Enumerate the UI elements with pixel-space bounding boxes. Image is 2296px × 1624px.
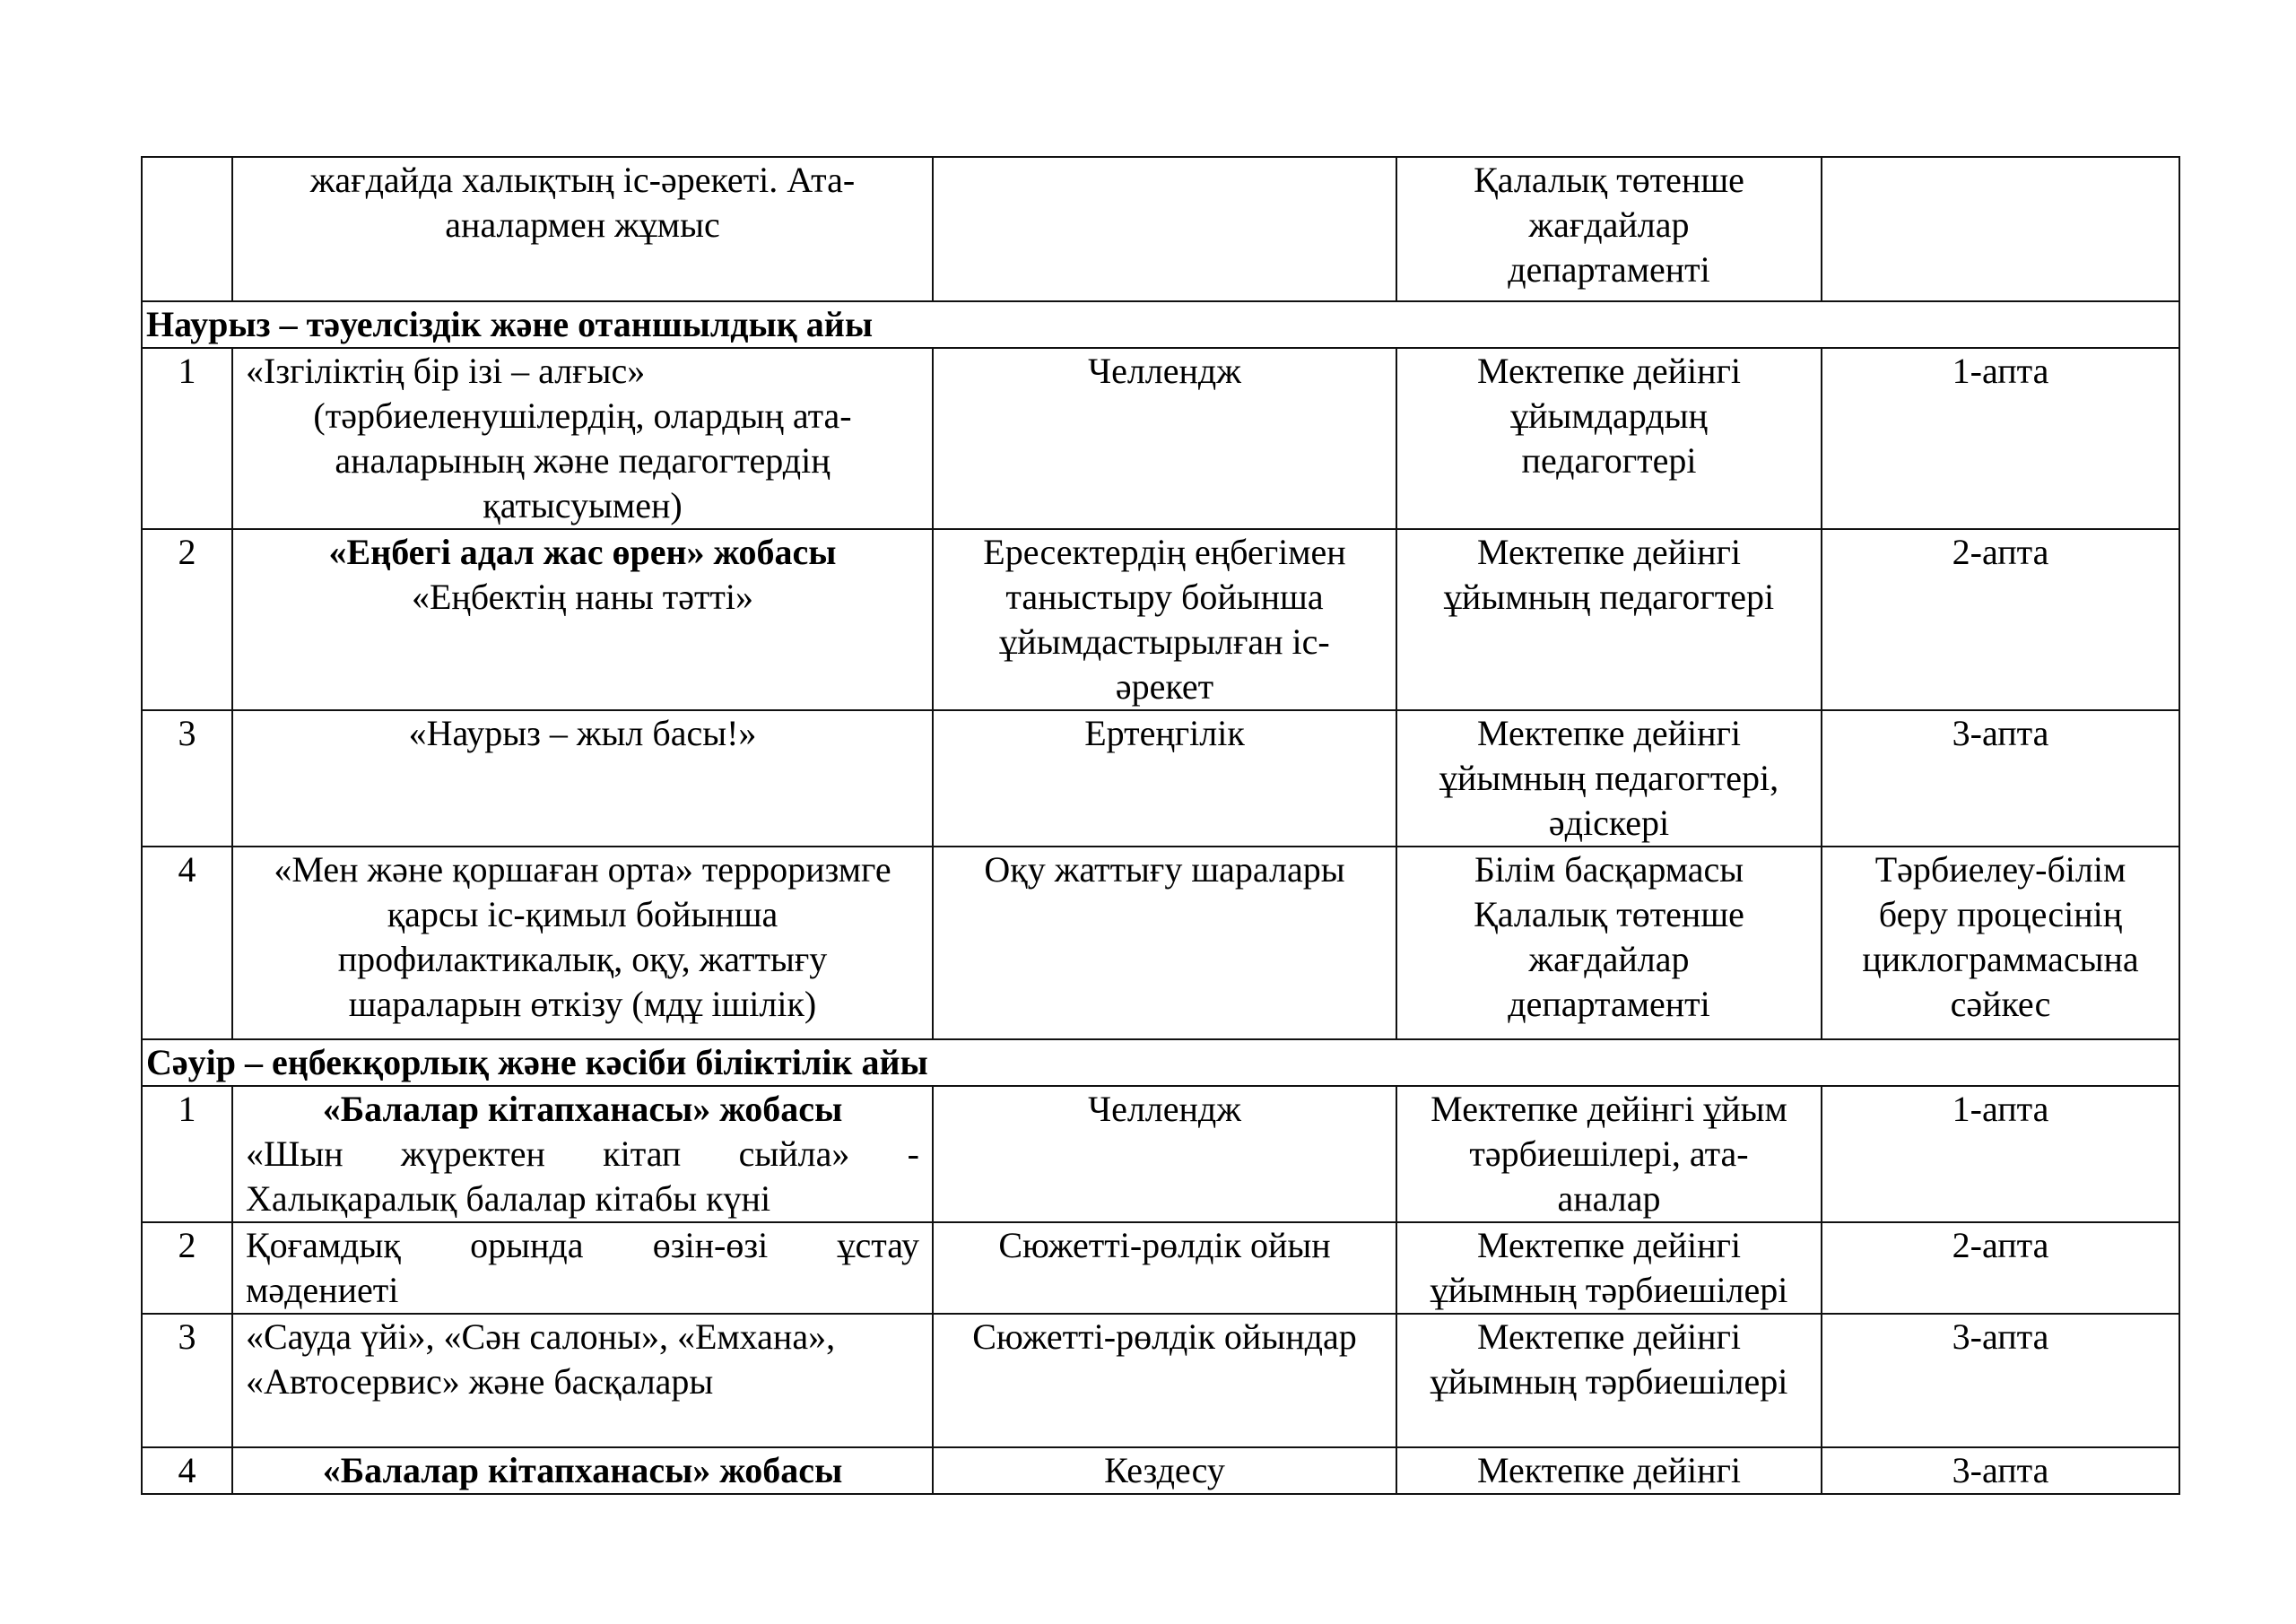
form-text: Сюжетті-рөлдік ойындар xyxy=(972,1316,1357,1357)
event-text: мәдениеті xyxy=(246,1270,399,1310)
deadline-cell xyxy=(1822,529,2179,710)
responsible-text: ұйымның тәрбиешілері xyxy=(1430,1361,1788,1402)
form-text: Кездесу xyxy=(1104,1450,1225,1490)
responsible-text: Мектепке дейінгі ұйым xyxy=(1431,1089,1787,1129)
responsible-text: Мектепке дейінгі xyxy=(1476,1225,1742,1265)
deadline-cell xyxy=(1822,1086,2179,1222)
event-text: профилактикалық, оқу, жаттығу xyxy=(337,939,828,979)
row-number: 2 xyxy=(142,1222,232,1314)
responsible-text: ұйымның тәрбиешілері xyxy=(1430,1270,1788,1310)
deadline-text: 2-апта xyxy=(1952,1225,2049,1265)
responsible-text: Мектепке дейінгі xyxy=(1476,532,1742,572)
responsible-text: Мектепке дейінгі xyxy=(1476,351,1742,391)
form-text: таныстыру бойынша xyxy=(1005,577,1324,617)
event-text: «Мен және қоршаған орта» терроризмге xyxy=(274,849,891,890)
event-text: аналармен жұмыс xyxy=(445,204,720,245)
event-text: «Сауда үйі», «Сән салоны», «Емхана», xyxy=(246,1316,836,1357)
event-cell xyxy=(232,1447,933,1494)
table-row xyxy=(142,157,2179,301)
form-cell xyxy=(933,847,1396,1039)
form-text: Сюжетті-рөлдік ойын xyxy=(998,1225,1331,1265)
responsible-text: әдіскері xyxy=(1548,803,1670,843)
form-text: Ертеңгілік xyxy=(1084,713,1245,753)
events-plan-table xyxy=(141,156,2180,1495)
deadline-text: Тәрбиелеу-білім xyxy=(1874,849,2126,890)
table-row xyxy=(142,710,2179,847)
responsible-text: Мектепке дейінгі xyxy=(1476,1450,1742,1490)
responsible-cell xyxy=(1396,529,1822,710)
form-text: әрекет xyxy=(1115,666,1214,707)
event-text: шараларын өткізу (мдұ ішілік) xyxy=(348,984,817,1024)
month-header-row xyxy=(142,301,2179,348)
form-cell xyxy=(933,348,1396,529)
form-text: Челлендж xyxy=(1088,1089,1241,1129)
table-row xyxy=(142,1086,2179,1222)
event-cell xyxy=(232,1314,933,1447)
deadline-text: 1-апта xyxy=(1952,351,2049,391)
month-header-row xyxy=(142,1039,2179,1086)
form-cell xyxy=(933,1447,1396,1494)
row-number: 4 xyxy=(142,1447,232,1494)
deadline-text: сәйкес xyxy=(1950,984,2051,1024)
event-text: «Шын жүректен кітап сыйла» - xyxy=(246,1133,919,1174)
table-row xyxy=(142,1447,2179,1494)
form-text: ұйымдастырылған іс- xyxy=(999,621,1330,662)
form-text: Оқу жаттығу шаралары xyxy=(984,849,1345,890)
row-number xyxy=(142,157,232,301)
deadline-text: циклограммасына xyxy=(1862,939,2139,979)
deadline-cell xyxy=(1822,847,2179,1039)
event-title: «Ізгіліктің бір ізі – алғыс» xyxy=(246,351,646,391)
deadline-cell xyxy=(1822,710,2179,847)
deadline-cell xyxy=(1822,1222,2179,1314)
form-cell xyxy=(933,1086,1396,1222)
deadline-cell xyxy=(1822,1314,2179,1447)
responsible-cell xyxy=(1396,1086,1822,1222)
deadline-cell xyxy=(1822,1447,2179,1494)
responsible-cell xyxy=(1396,348,1822,529)
row-number: 1 xyxy=(142,1086,232,1222)
month-title: Наурыз – тәуелсіздік және отаншылдық айы xyxy=(142,301,2179,348)
row-number: 3 xyxy=(142,710,232,847)
responsible-text: департаменті xyxy=(1508,249,1710,290)
deadline-cell xyxy=(1822,348,2179,529)
form-cell xyxy=(933,529,1396,710)
deadline-text: 2-апта xyxy=(1952,532,2049,572)
table-row xyxy=(142,529,2179,710)
row-number: 3 xyxy=(142,1314,232,1447)
event-cell xyxy=(232,847,933,1039)
responsible-cell xyxy=(1396,157,1822,301)
deadline-text: 3-апта xyxy=(1952,1316,2049,1357)
event-text: «Наурыз – жыл басы!» xyxy=(408,713,757,753)
table-row xyxy=(142,348,2179,529)
row-number: 4 xyxy=(142,847,232,1039)
event-title: «Еңбегі адал жас өрен» жобасы xyxy=(328,532,837,572)
responsible-text: департаменті xyxy=(1508,984,1710,1024)
event-title: «Балалар кітапханасы» жобасы xyxy=(322,1450,843,1490)
responsible-text: ұйымдардың xyxy=(1510,395,1708,436)
event-cell xyxy=(232,157,933,301)
form-cell xyxy=(933,1222,1396,1314)
deadline-text: 3-апта xyxy=(1952,713,2049,753)
event-text: «Еңбектің наны тәтті» xyxy=(411,577,754,617)
responsible-cell xyxy=(1396,1447,1822,1494)
event-text: аналарының және педагогтердің xyxy=(335,440,831,481)
row-number: 2 xyxy=(142,529,232,710)
form-text: Ересектердің еңбегімен xyxy=(983,532,1346,572)
responsible-text: Қалалық төтенше xyxy=(1474,894,1744,934)
event-text: жағдайда халықтың іс-әрекеті. Ата- xyxy=(309,160,856,200)
event-text: Халықаралық балалар кітабы күні xyxy=(246,1178,771,1219)
responsible-text: тәрбиешілері, ата- xyxy=(1469,1133,1749,1174)
event-text: қатысуымен) xyxy=(483,485,683,525)
month-title: Сәуір – еңбекқорлық және кәсіби біліктілік айы xyxy=(142,1039,2179,1086)
row-number: 1 xyxy=(142,348,232,529)
event-cell xyxy=(232,529,933,710)
responsible-text: жағдайлар xyxy=(1528,939,1690,979)
event-cell xyxy=(232,1086,933,1222)
event-text: «Автосервис» және басқалары xyxy=(246,1361,714,1402)
deadline-text: беру процесінің xyxy=(1878,894,2123,934)
event-cell xyxy=(232,1222,933,1314)
table-row xyxy=(142,1222,2179,1314)
deadline-text: 1-апта xyxy=(1952,1089,2049,1129)
form-cell xyxy=(933,157,1396,301)
responsible-text: Мектепке дейінгі xyxy=(1476,713,1742,753)
deadline-text: 3-апта xyxy=(1952,1450,2049,1490)
form-cell xyxy=(933,710,1396,847)
responsible-text: жағдайлар xyxy=(1528,204,1690,245)
event-text: Қоғамдық орында өзін-өзі ұстау xyxy=(246,1225,919,1265)
event-text: (тәрбиеленушілердің, олардың ата- xyxy=(313,395,852,436)
event-text: қарсы іс-қимыл бойынша xyxy=(387,894,778,934)
table-row xyxy=(142,847,2179,1039)
event-cell xyxy=(232,348,933,529)
table-row xyxy=(142,1314,2179,1447)
responsible-text: Білім басқармасы xyxy=(1474,849,1744,890)
responsible-text: Мектепке дейінгі xyxy=(1476,1316,1742,1357)
form-text: Челлендж xyxy=(1088,351,1241,391)
event-title: «Балалар кітапханасы» жобасы xyxy=(322,1089,843,1129)
responsible-cell xyxy=(1396,1222,1822,1314)
responsible-cell xyxy=(1396,1314,1822,1447)
deadline-cell xyxy=(1822,157,2179,301)
responsible-cell xyxy=(1396,847,1822,1039)
responsible-text: педагогтері xyxy=(1521,440,1697,481)
responsible-text: ұйымның педагогтері xyxy=(1443,577,1775,617)
event-cell xyxy=(232,710,933,847)
responsible-cell xyxy=(1396,710,1822,847)
responsible-text: аналар xyxy=(1557,1178,1661,1219)
responsible-text: Қалалық төтенше xyxy=(1474,160,1744,200)
responsible-text: ұйымның педагогтері, xyxy=(1439,758,1779,798)
form-cell xyxy=(933,1314,1396,1447)
